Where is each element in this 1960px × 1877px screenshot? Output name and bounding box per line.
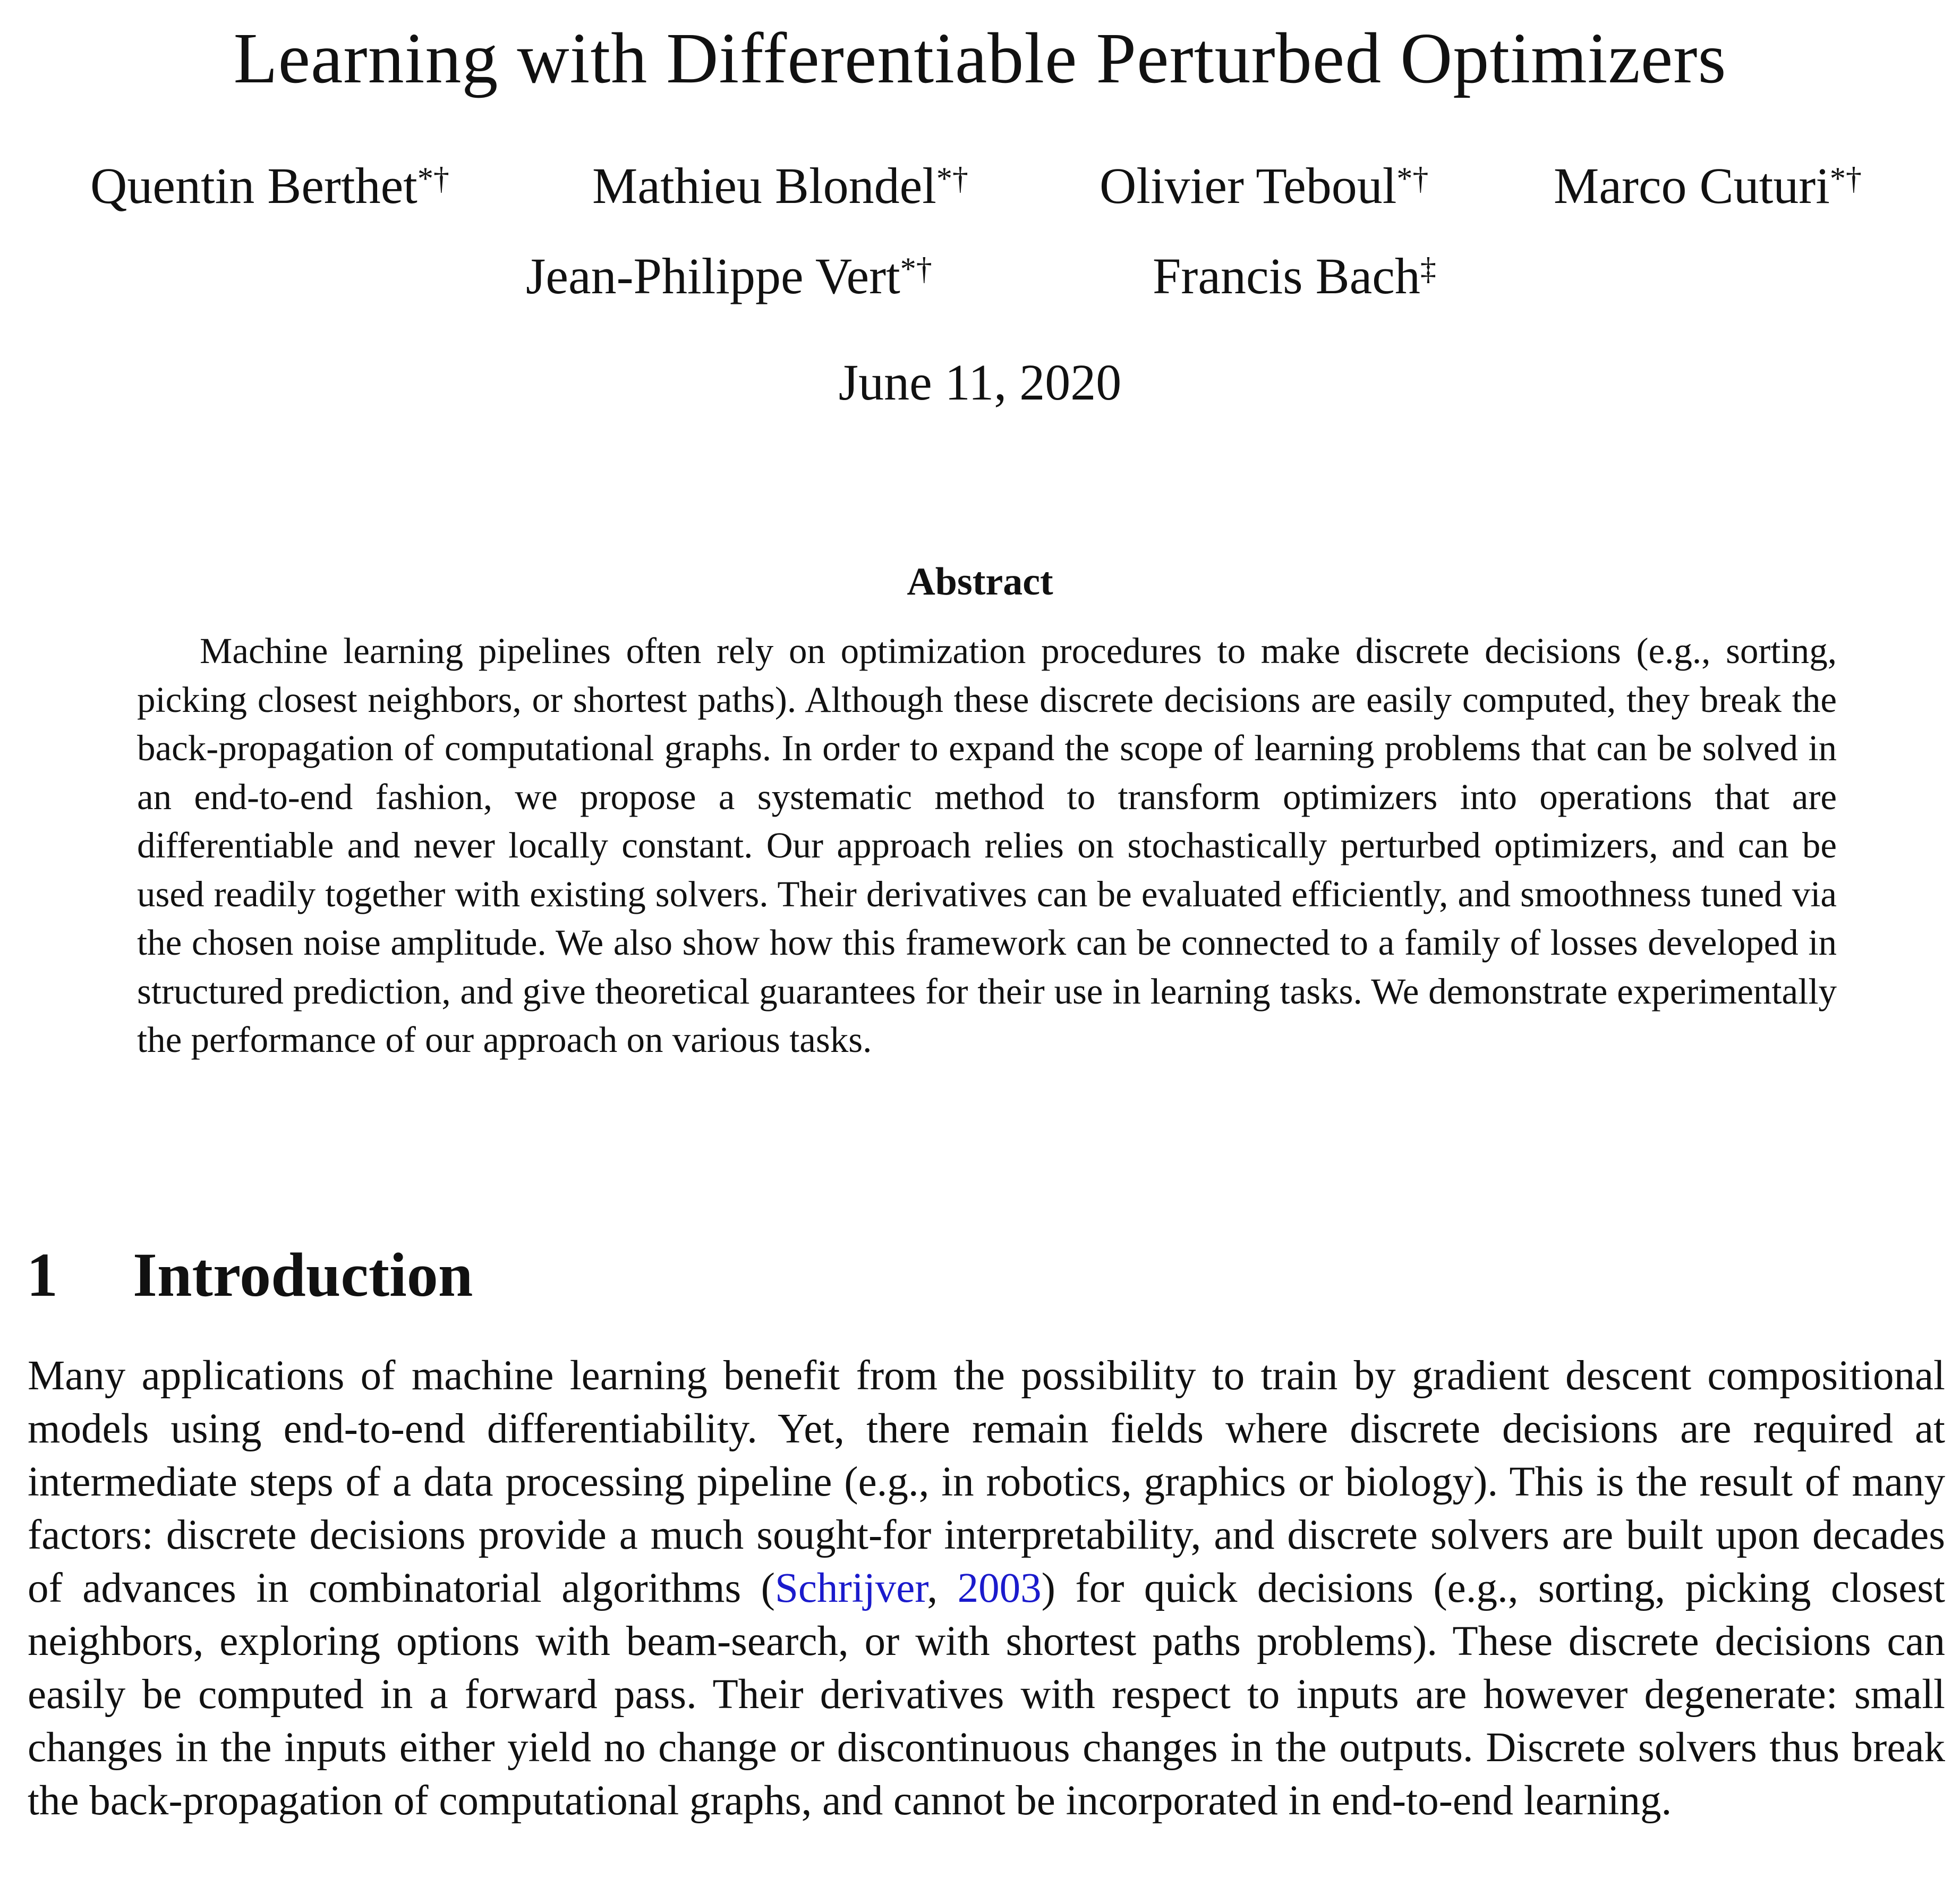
author-berthet bbox=[90, 154, 449, 218]
citation-separator: , bbox=[927, 1565, 958, 1611]
author-name: Mathieu Blondel bbox=[592, 157, 936, 214]
author-name: Olivier Teboul bbox=[1100, 157, 1397, 214]
section-title: Introduction bbox=[133, 1240, 473, 1310]
abstract-body bbox=[137, 627, 1837, 1065]
author-affiliation-mark: *† bbox=[417, 161, 449, 196]
author-affiliation-mark: *† bbox=[900, 251, 932, 286]
section-number: 1 bbox=[27, 1240, 58, 1310]
intro-paragraph bbox=[28, 1349, 1945, 1828]
author-affiliation-mark: *† bbox=[1829, 161, 1862, 196]
citation-year-link[interactable]: 2003 bbox=[957, 1565, 1042, 1611]
abstract-heading: Abstract bbox=[907, 560, 1053, 604]
author-vert bbox=[526, 244, 932, 308]
paper-date: June 11, 2020 bbox=[838, 354, 1122, 411]
author-name: Jean-Philippe Vert bbox=[526, 248, 900, 304]
author-blondel bbox=[592, 154, 968, 218]
author-name: Marco Cuturi bbox=[1554, 157, 1830, 214]
author-cuturi bbox=[1554, 154, 1862, 218]
intro-text-part-1: Many applications of machine learning benefit from the possibility to train by gradient descent compositional models using end-to-end differentiability. Yet, there remain fields where discrete decisions are required at intermediate steps of a data processing pipeline (e.g., in robotics, graphics or biology). This is the result of many factors: discrete decisions provide a much sought-for interpretability, and discrete solvers are built upon decades of advances in combinatorial algorithms ( bbox=[28, 1353, 1945, 1611]
author-teboul bbox=[1100, 154, 1428, 218]
paper-title: Learning with Differentiable Perturbed Optimizers bbox=[233, 19, 1727, 98]
intro-text-part-2: ) for quick decisions (e.g., sorting, picking closest neighbors, exploring options with beam-search, or with shortest paths problems). These discrete decisions can easily be computed in a forward pass. Their derivatives with respect to inputs are however degenerate: small changes in the inputs either yield no change or discontinuous changes in the outputs. Discrete solvers thus break the back-propagation of computational graphs, and cannot be incorporated in end-to-end learning. bbox=[28, 1565, 1946, 1824]
author-name: Francis Bach bbox=[1153, 248, 1420, 304]
section-heading bbox=[27, 1235, 473, 1315]
author-bach bbox=[1153, 244, 1436, 308]
author-affiliation-mark: ‡ bbox=[1420, 251, 1436, 286]
author-affiliation-mark: *† bbox=[936, 161, 968, 196]
author-name: Quentin Berthet bbox=[90, 157, 417, 214]
author-affiliation-mark: *† bbox=[1396, 161, 1429, 196]
abstract-text: Machine learning pipelines often rely on optimization procedures to make discrete decisions (e.g., sorting, picking closest neighbors, or shortest paths). Although these discrete decisions are easily computed, they break the back-propagation of computational graphs. In order to expand the scope of learning problems that can be solved in an end-to-end fashion, we propose a systematic method to transform optimizers into operations that are differentiable and never locally constant. Our approach relies on stochastically perturbed optimizers, and can be used readily together with existing solvers. Their derivatives can be evaluated efficiently, and smoothness tuned via the chosen noise amplitude. We also show how this framework can be connected to a family of losses developed in structured prediction, and give theoretical guarantees for their use in learning tasks. We demonstrate experimentally the performance of our approach on various tasks. bbox=[137, 631, 1837, 1060]
citation-author-link[interactable]: Schrijver bbox=[774, 1565, 927, 1611]
